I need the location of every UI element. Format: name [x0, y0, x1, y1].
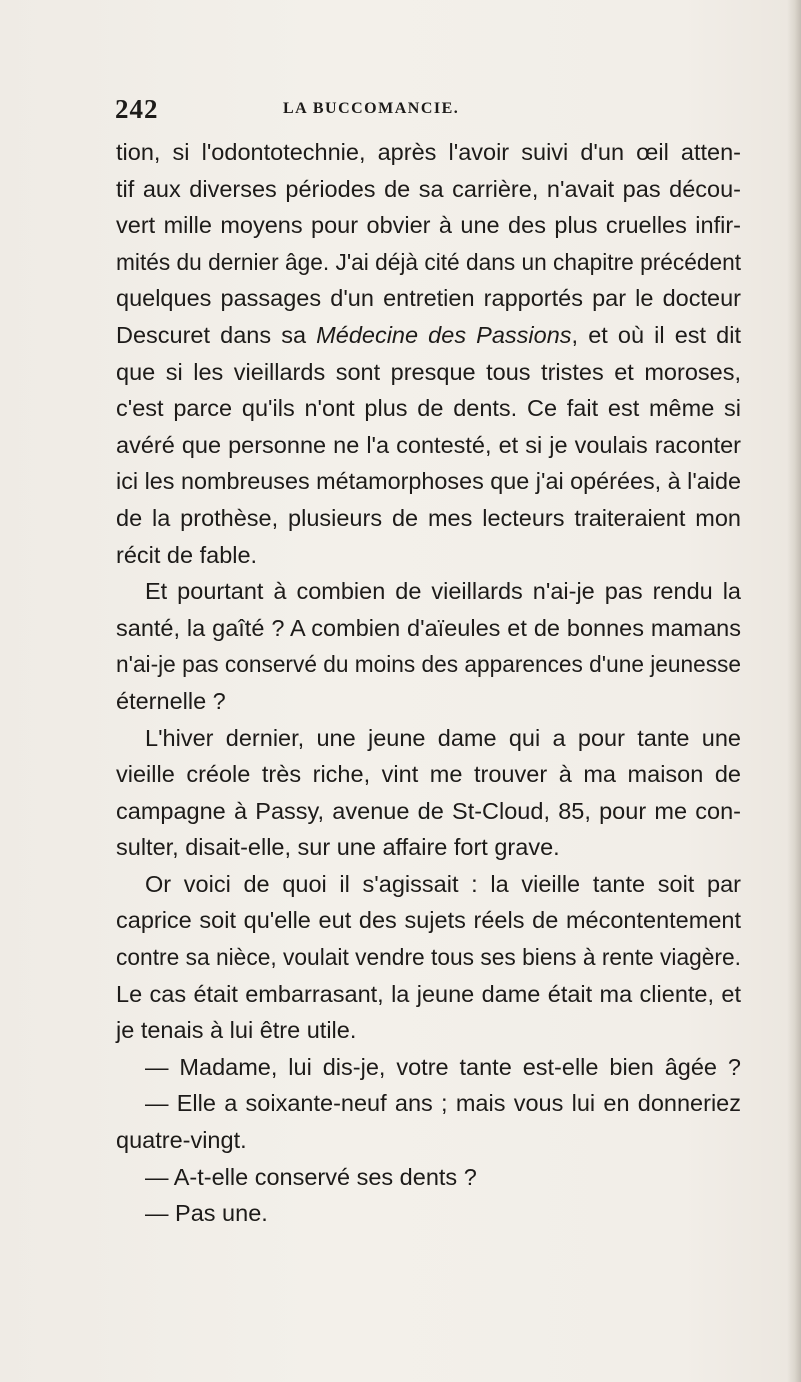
text-line: L'hiver dernier, une jeune dame qui a pour tante une — [145, 724, 741, 751]
text-line: tif aux diverses périodes de sa carrière, n'avait pas décou- — [116, 175, 741, 202]
text-line-with-book-title — [116, 317, 741, 354]
text-line: vert mille moyens pour obvier à une des plus cruelles infir- — [116, 212, 741, 239]
text-line: Et pourtant à combien de vieillards n'ai-je pas rendu la — [145, 578, 741, 605]
dialogue-line: — A-t-elle conservé ses dents ? — [145, 1163, 477, 1190]
text-line: sulter, disait-elle, sur une affaire fort grave. — [116, 834, 560, 861]
page-number: 242 — [115, 94, 159, 124]
text-line: Or voici de quoi il s'agissait : la vieille tante soit par — [145, 870, 741, 897]
text-line: que si les vieillards sont presque tous tristes et moroses, — [116, 358, 741, 385]
page-edge-shadow — [787, 0, 801, 1382]
text-line: de la prothèse, plusieurs de mes lecteurs traiteraient mon — [116, 504, 741, 531]
text-line: tion, si l'odontotechnie, après l'avoir suivi d'un œil atten- — [116, 139, 741, 165]
text-line: c'est parce qu'ils n'ont plus de dents. Ce fait est même si — [116, 395, 741, 422]
text-line: avéré que personne ne l'a contesté, et si je voulais raconter — [116, 431, 741, 458]
text-line: récit de fable. — [116, 541, 258, 568]
dialogue-line: — Pas une. — [145, 1200, 268, 1227]
text-line: mités du dernier âge. J'ai déjà cité dans un chapitre précédent — [116, 248, 742, 275]
dialogue-line: — Elle a soixante-neuf ans ; mais vous lui en donneriez — [145, 1090, 741, 1117]
text-line: n'ai-je pas conservé du moins des apparences d'une jeunesse — [116, 651, 742, 678]
running-title: LA BUCCOMANCIE. — [283, 100, 460, 117]
text-line: quelques passages d'un entretien rapportés par le docteur — [116, 285, 741, 312]
text-segment: , et où il est dit — [571, 321, 741, 348]
text-line: quatre-vingt. — [116, 1127, 247, 1154]
text-line: ici les nombreuses métamorphoses que j'ai opérées, à l'aide — [116, 468, 742, 495]
body-text — [116, 134, 741, 1232]
text-line: je tenais à lui être utile. — [116, 1017, 357, 1044]
dialogue-line: — Madame, lui dis-je, votre tante est-elle bien âgée ? — [145, 1053, 741, 1080]
running-head — [115, 94, 715, 124]
text-line: santé, la gaîté ? A combien d'aïeules et de bonnes mamans — [116, 614, 741, 641]
text-line: caprice soit qu'elle eut des sujets réels de mécontentement — [116, 907, 741, 934]
text-line: campagne à Passy, avenue de St-Cloud, 85, pour me con- — [116, 797, 741, 824]
book-title: Médecine des Passions — [316, 321, 572, 348]
text-line: Le cas était embarrasant, la jeune dame était ma cliente, et — [116, 980, 741, 1007]
text-line: contre sa nièce, voulait vendre tous ses biens à rente viagère. — [116, 944, 742, 971]
text-line: éternelle ? — [116, 687, 226, 714]
text-segment: Descuret dans sa — [116, 321, 317, 348]
text-line: vieille créole très riche, vint me trouver à ma maison de — [116, 761, 741, 788]
